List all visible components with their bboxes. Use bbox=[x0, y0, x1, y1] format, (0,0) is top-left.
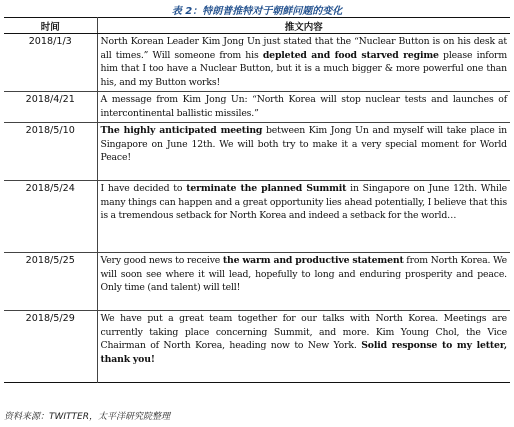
tweet-highlight: The highly anticipated meeting bbox=[100, 125, 263, 136]
tweet-text: in Singapore on June 12th. While many things can happen and a great opportunity lies ahead potentially, I believe that this is a tremendous setback for North Korea and indeed a setback for the world… bbox=[100, 183, 507, 221]
table-caption: 表 2：特朗普推特对于朝鲜问题的变化 bbox=[171, 6, 343, 17]
row-content bbox=[97, 311, 510, 383]
tweet-highlight: Solid response to my letter, thank you! bbox=[100, 340, 507, 365]
table-header-row bbox=[4, 18, 510, 34]
row-date: 2018/1/3 bbox=[4, 34, 97, 92]
source-note: 资料来源：TWITTER，太平洋研究院整理 bbox=[4, 412, 170, 422]
row-content bbox=[97, 92, 510, 123]
row-date: 2018/5/29 bbox=[4, 311, 97, 383]
date-column-header: 时间 bbox=[4, 18, 97, 34]
tweet-text: We have put a great team together for our talks with North Korea. Meetings are currently taking place concerning Summit, and more. Kim Young Chol, the Vice Chairman of North Korea, heading now to New York. bbox=[100, 313, 507, 351]
row-date: 2018/5/10 bbox=[4, 123, 97, 181]
row-content bbox=[97, 123, 510, 181]
table-row bbox=[4, 34, 510, 92]
tweet-highlight: terminate the planned Summit bbox=[186, 183, 347, 194]
tweet-text: North Korean Leader Kim Jong Un just stated that the “Nuclear Button is on his desk at all times.” Will someone from his bbox=[100, 36, 507, 61]
content-column-header: 推文内容 bbox=[97, 18, 510, 34]
row-content bbox=[97, 181, 510, 253]
row-date: 2018/5/25 bbox=[4, 253, 97, 311]
tweet-text: A message from Kim Jong Un: “North Korea will stop nuclear tests and launches of intercontinental ballistic missiles.” bbox=[100, 94, 507, 119]
tweet-table bbox=[4, 17, 510, 383]
row-date: 2018/4/21 bbox=[4, 92, 97, 123]
tweet-text: Very good news to receive bbox=[100, 255, 223, 266]
tweet-text: between Kim Jong Un and myself will take place in Singapore on June 12th. We will both try to make it a very special moment for World Peace! bbox=[100, 125, 507, 163]
tweet-highlight: the warm and productive statement bbox=[222, 255, 404, 266]
row-content bbox=[97, 34, 510, 92]
tweet-text: please inform him that I too have a Nuclear Button, but it is a much bigger & more powerful one than his, and my Button works! bbox=[100, 49, 507, 88]
row-date: 2018/5/24 bbox=[4, 181, 97, 253]
table-row bbox=[4, 181, 510, 253]
table-row bbox=[4, 311, 510, 383]
tweet-highlight: depleted and food starved regime bbox=[262, 49, 439, 61]
table-row bbox=[4, 253, 510, 311]
table-row bbox=[4, 123, 510, 181]
row-content bbox=[97, 253, 510, 311]
tweet-text: I have decided to bbox=[100, 183, 187, 194]
table-row bbox=[4, 92, 510, 123]
tweet-text: from North Korea. We will soon see where it will lead, hopefully to long and enduring prosperity and peace. Only time (and talent) will tell! bbox=[100, 255, 507, 293]
